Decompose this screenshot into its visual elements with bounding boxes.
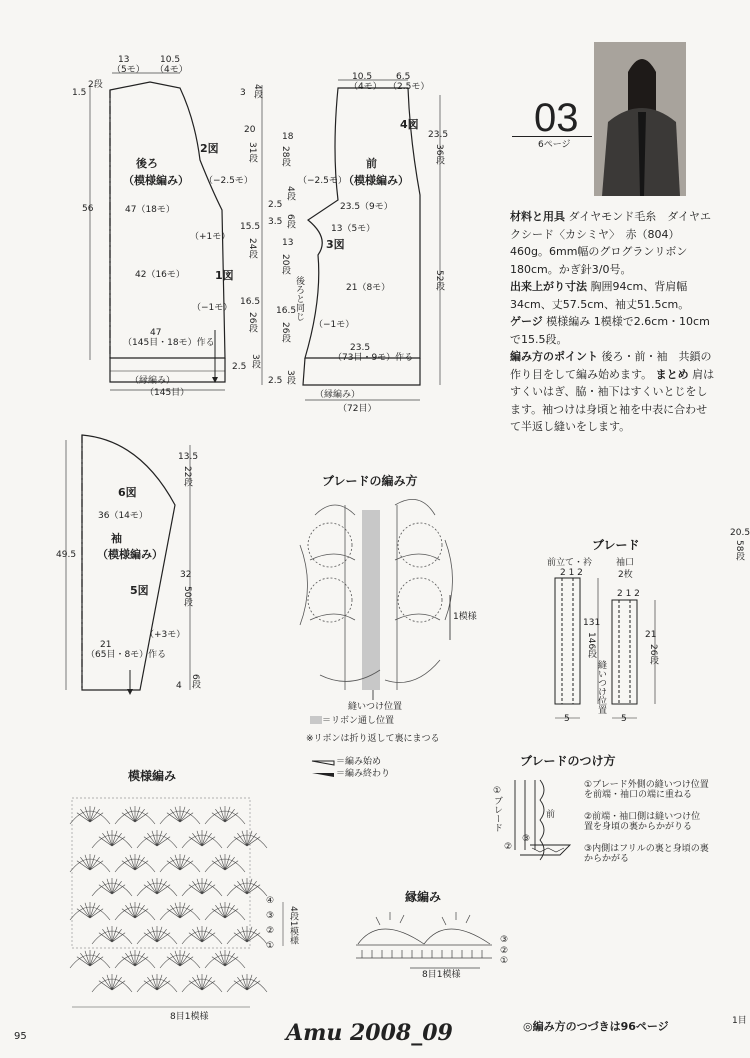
front-dec-25: （−2.5モ） xyxy=(298,176,347,186)
front-top-width-2-st: （2.5モ） xyxy=(388,82,430,92)
back-r-4s: 4段 xyxy=(252,84,262,99)
braid-cuff-label: 袖口 xyxy=(616,558,635,568)
edge-bottom: 1目 xyxy=(732,1016,747,1026)
attach-n3: ③ xyxy=(522,834,531,844)
front-r-26s: 26段 xyxy=(280,322,290,343)
back-r-25: 2.5 xyxy=(232,362,247,372)
back-r-3s: 3段 xyxy=(250,354,260,369)
front-w-13: 13（5モ） xyxy=(331,224,376,234)
legend-start-icon xyxy=(312,761,334,765)
back-top-width-2: 10.5 xyxy=(160,55,181,65)
sleeve-len: 49.5 xyxy=(56,550,77,560)
back-width-47: 47（18モ） xyxy=(125,205,175,215)
sleeve-r-32: 32 xyxy=(180,570,192,580)
legend-end-icon xyxy=(312,773,334,777)
braid-cuff-count: 2枚 xyxy=(618,570,633,580)
sleeve-title: 袖 xyxy=(111,532,122,545)
back-r-165: 16.5 xyxy=(240,297,261,307)
edging-r3: ③ xyxy=(500,935,509,945)
edging-title: 縁編み xyxy=(405,890,442,904)
materials-text: ダイヤモンド毛糸 ダイヤエクシード〈カシミヤ〉 赤（804）460g。6mm幅のグログランリボン180cm。かぎ針3/0号。 xyxy=(510,210,712,276)
instructions-block xyxy=(510,208,715,436)
back-top-width-1: 13 xyxy=(118,55,130,65)
braid-len-26: 26段 xyxy=(648,644,658,665)
front-r-35: 3.5 xyxy=(268,217,283,227)
size-label: 出来上がり寸法 xyxy=(510,280,587,293)
attach-front-label: 前 xyxy=(546,810,556,820)
back-neck-h: 1.5 xyxy=(72,88,87,98)
back-cast-st: （145目・18モ）作る xyxy=(123,338,215,348)
front-w-235: 23.5（9モ） xyxy=(340,202,393,212)
back-cast: 47 xyxy=(150,328,162,338)
back-r-155: 15.5 xyxy=(240,222,261,232)
braid-front-label: 前立て・衿 xyxy=(547,558,593,568)
back-edge: （縁編み） xyxy=(130,376,176,386)
stitch-chart-fans xyxy=(70,806,267,992)
back-r-20s: 31段 xyxy=(247,142,257,163)
sleeve-w-36: 36（14モ） xyxy=(98,511,148,521)
braid-chart-title: ブレードの編み方 xyxy=(322,474,418,488)
back-fig2: 2図 xyxy=(200,142,219,155)
edge-num: 20.5 xyxy=(730,528,750,538)
attach-note-1: ①ブレード外側の縫いつけ位置を前端・袖口の端に重ねる xyxy=(584,780,709,800)
back-top-width-2-st: （4モ） xyxy=(155,65,188,75)
edging-r1: ① xyxy=(500,956,509,966)
materials-label: 材料と用具 xyxy=(510,210,565,223)
front-r-4s: 4段 xyxy=(285,186,295,201)
front-r-165: 16.5 xyxy=(276,306,297,316)
front-r-18: 18 xyxy=(282,132,294,142)
front-cast: 23.5 xyxy=(350,343,371,353)
sleeve-inc: （+3モ） xyxy=(145,630,186,640)
edge-rows: 58段 xyxy=(734,540,744,561)
sleeve-cast-st: （65目・8モ）作る xyxy=(86,650,167,660)
front-top-width-1: 10.5 xyxy=(352,72,373,82)
front-r-18s: 28段 xyxy=(280,146,290,167)
stitch-r3: ③ xyxy=(266,911,275,921)
legend-end: ＝編み終わり xyxy=(336,769,391,779)
back-neck-rows: 2段 xyxy=(88,80,103,90)
back-inc2: （+1モ） xyxy=(190,232,231,242)
front-w-21: 21（8モ） xyxy=(346,283,391,293)
back-r-155s: 24段 xyxy=(247,238,257,259)
sleeve-fig6: 6図 xyxy=(118,486,137,499)
sleeve-r-4: 4 xyxy=(176,681,182,691)
braid-title: ブレード xyxy=(592,538,640,552)
braid-nums-2: 2 1 2 xyxy=(617,589,640,599)
back-pattern-name: （模様編み） xyxy=(123,174,189,187)
back-dec1: （−1モ） xyxy=(192,303,233,313)
back-r-165s: 26段 xyxy=(247,312,257,333)
back-inc1: （−2.5モ） xyxy=(204,176,253,186)
edging-r2: ② xyxy=(500,946,509,956)
back-length: 56 xyxy=(82,204,94,214)
legend-start: ＝編み始め xyxy=(336,757,382,767)
gauge-label: ゲージ xyxy=(510,315,543,328)
sleeve-cast: 21 xyxy=(100,640,112,650)
legend-ribbon-swatch xyxy=(310,716,322,724)
model-photo xyxy=(594,42,686,196)
braid-chart-drawing xyxy=(300,499,453,700)
front-pattern-name: （模様編み） xyxy=(343,174,409,187)
gauge-text: 模様編み 1模様で2.6cm・10cmで15.5段。 xyxy=(510,315,710,346)
front-r-20s: 20段 xyxy=(280,254,290,275)
front-top-width-1-st: （4モ） xyxy=(349,82,382,92)
front-len: 23.5 xyxy=(428,130,449,140)
edging-drawing xyxy=(356,912,492,968)
back-title: 後ろ xyxy=(136,157,158,170)
stitch-r2: ② xyxy=(266,926,275,936)
attach-note-3: ③内側はフリルの裏と身頃の裏からかがる xyxy=(584,844,709,864)
front-piece-outline xyxy=(303,88,420,385)
stitch-rep: 8目1模様 xyxy=(170,1012,209,1022)
front-dec-1: （−1モ） xyxy=(314,320,355,330)
braid-len-146: 146段 xyxy=(586,632,596,659)
front-same-as-back: 後ろと同じ xyxy=(294,276,304,321)
braid-len-21: 21 xyxy=(645,630,657,640)
stitch-chart-title: 模様編み xyxy=(128,769,177,783)
front-fig3: 3図 xyxy=(326,238,345,251)
front-len-rows: 36段 xyxy=(434,144,444,165)
edging-rep: 8目1模様 xyxy=(422,970,461,980)
front-edge: （縁編み） xyxy=(315,390,361,400)
back-r-20: 20 xyxy=(244,125,256,135)
front-r-6s: 6段 xyxy=(285,214,295,229)
attach-n2: ② xyxy=(504,842,513,852)
front-top-width-2: 6.5 xyxy=(396,72,411,82)
braid-sewing-pos: 縫いつけ位置 xyxy=(348,702,403,712)
attach-title: ブレードのつけ方 xyxy=(520,754,616,768)
matome-label: まとめ xyxy=(655,367,689,381)
sleeve-pattern-name: （模様編み） xyxy=(97,548,163,561)
back-r-3a: 3 xyxy=(240,88,246,98)
sleeve-r-22s: 22段 xyxy=(182,466,192,487)
front-r-3s: 3段 xyxy=(285,370,295,385)
attach-braid-label: ①ブレード xyxy=(492,786,502,832)
front-r-13: 13 xyxy=(282,238,294,248)
braid-len-131: 131 xyxy=(583,618,601,628)
stitch-r4: ④ xyxy=(266,896,275,906)
size-text: 胸囲94cm、背肩幅34cm、丈57.5cm、袖丈51.5cm。 xyxy=(510,280,690,311)
points-text-2: 肩はすくいはぎ、脇・袖下はすくいとじをします。袖つけは身頃と袖を中表に合わせて半返し縫いをします。 xyxy=(510,367,715,433)
attach-drawing xyxy=(515,780,570,860)
front-fig4: 4図 xyxy=(400,118,419,131)
front-r-25b: 2.5 xyxy=(268,376,283,386)
model-figure-icon xyxy=(594,42,686,196)
pattern-divider xyxy=(512,136,592,137)
back-fig1: 1図 xyxy=(215,269,234,282)
front-len2: 52段 xyxy=(434,270,444,291)
stitch-r1: ① xyxy=(266,941,275,951)
braid-w-5a: 5 xyxy=(564,714,570,724)
attach-note-2: ②前端・袖口側は縫いつけ位置を身頃の裏からかがりる xyxy=(584,812,701,832)
points-label: 編み方のポイント xyxy=(510,350,598,363)
braid-sewing: 縫いつけ位置 xyxy=(596,660,606,714)
back-edge-st: （145目） xyxy=(145,388,190,398)
front-title: 前 xyxy=(366,157,377,170)
legend-ribbon: ＝リボン通し位置 xyxy=(322,716,395,726)
braid-one-motif: 1模様 xyxy=(453,612,477,622)
braid-w-5b: 5 xyxy=(621,714,627,724)
continued-note: ◎編み方のつづきは96ページ xyxy=(523,1020,669,1033)
pattern-page-ref: 6ページ xyxy=(538,140,571,150)
front-r-25: 2.5 xyxy=(268,200,283,210)
magazine-footer: Amu 2008_09 xyxy=(286,1020,453,1046)
front-cast-st: （73目・9モ）作る xyxy=(333,353,414,363)
braid-nums-1: 2 1 2 xyxy=(560,568,583,578)
back-top-width-1-st: （5モ） xyxy=(112,65,145,75)
legend-note: ※リボンは折り返して裏にまつる xyxy=(306,734,440,744)
back-width-42: 42（16モ） xyxy=(135,270,185,280)
front-edge-st: （72目） xyxy=(338,404,377,414)
sleeve-r-6s: 6段 xyxy=(190,674,200,689)
stitch-rows: 4段1模様 xyxy=(288,906,298,945)
sleeve-r-135: 13.5 xyxy=(178,452,199,462)
points-text-1: 後ろ・前・袖 共鎖の作り目をして編み始めます。 xyxy=(510,350,712,381)
page-number: 95 xyxy=(14,1031,27,1042)
sleeve-r-50s: 50段 xyxy=(182,586,192,607)
sleeve-fig5: 5図 xyxy=(130,584,149,597)
pattern-number: 03 xyxy=(534,96,579,140)
